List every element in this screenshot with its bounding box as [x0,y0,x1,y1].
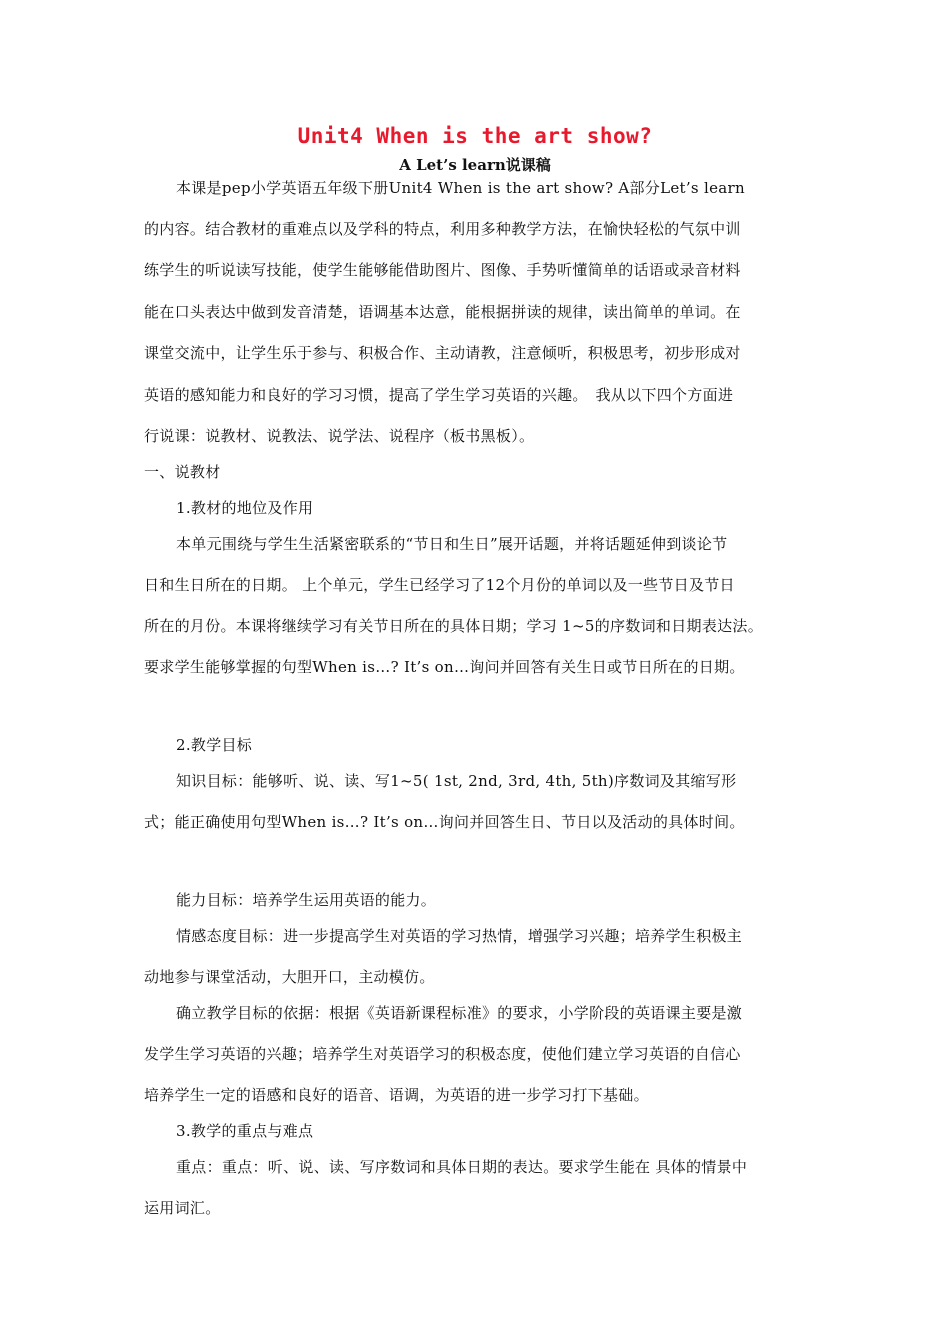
paragraph-line: 情感态度目标：进一步提高学生对英语的学习热情，增强学习兴趣；培养学生积极主 [176,927,743,945]
paragraph-line: 练学生的听说读写技能，使学生能够能借助图片、图像、手势听懂简单的话语或录音材料 [144,261,741,279]
paragraph-line: 式；能正确使用句型When is…? It’s on…询问并回答生日、节日以及活动的具体时间。 [144,813,745,831]
document-subtitle: A Let’s learn说课稿 [399,156,551,174]
subsection-heading: 3.教学的重点与难点 [176,1122,314,1140]
paragraph-line: 知识目标：能够听、说、读、写1~5( 1st, 2nd, 3rd, 4th, 5th)序数词及其缩写形 [176,772,737,790]
document-title: Unit4 When is the art show? [297,124,653,148]
paragraph-line: 英语的感知能力和良好的学习习惯，提高了学生学习英语的兴趣。 我从以下四个方面进 [144,386,734,404]
paragraph-line: 行说课：说教材、说教法、说学法、说程序（板书黑板）。 [144,427,535,445]
paragraph-line: 能在口头表达中做到发音清楚，语调基本达意，能根据拼读的规律，读出简单的单词。在 [144,303,741,321]
paragraph-line: 发学生学习英语的兴趣；培养学生对英语学习的积极态度，使他们建立学习英语的自信心 [144,1045,741,1063]
section-heading: 一、说教材 [144,463,221,481]
paragraph-line: 动地参与课堂活动，大胆开口，主动模仿。 [144,968,435,986]
paragraph-line: 确立教学目标的依据：根据《英语新课程标准》的要求，小学阶段的英语课主要是激 [176,1004,743,1022]
paragraph-line: 课堂交流中，让学生乐于参与、积极合作、主动请教，注意倾听，积极思考，初步形成对 [144,344,741,362]
paragraph-line: 所在的月份。本课将继续学习有关节日所在的具体日期；学习 1~5的序数词和日期表达法。 [144,617,764,635]
subsection-heading: 1.教材的地位及作用 [176,499,314,517]
paragraph-line: 能力目标：培养学生运用英语的能力。 [176,891,437,909]
paragraph-line: 本单元围绕与学生生活紧密联系的“节日和生日”展开话题，并将话题延伸到谈论节 [176,535,728,553]
paragraph-line: 要求学生能够掌握的句型When is…? It’s on…询问并回答有关生日或节日所在的日期。 [144,658,745,676]
paragraph-line: 本课是pep小学英语五年级下册Unit4 When is the art show? A部分Let’s learn [176,179,745,197]
subsection-heading: 2.教学目标 [176,736,253,754]
paragraph-line: 重点：重点：听、说、读、写序数词和具体日期的表达。要求学生能在 具体的情景中 [176,1158,748,1176]
paragraph-line: 运用词汇。 [144,1199,221,1217]
paragraph-line: 日和生日所在的日期。 上个单元，学生已经学习了12个月份的单词以及一些节日及节日 [144,576,735,594]
paragraph-line: 培养学生一定的语感和良好的语音、语调，为英语的进一步学习打下基础。 [144,1086,649,1104]
paragraph-line: 的内容。结合教材的重难点以及学科的特点，利用多种教学方法，在愉快轻松的气氛中训 [144,220,741,238]
